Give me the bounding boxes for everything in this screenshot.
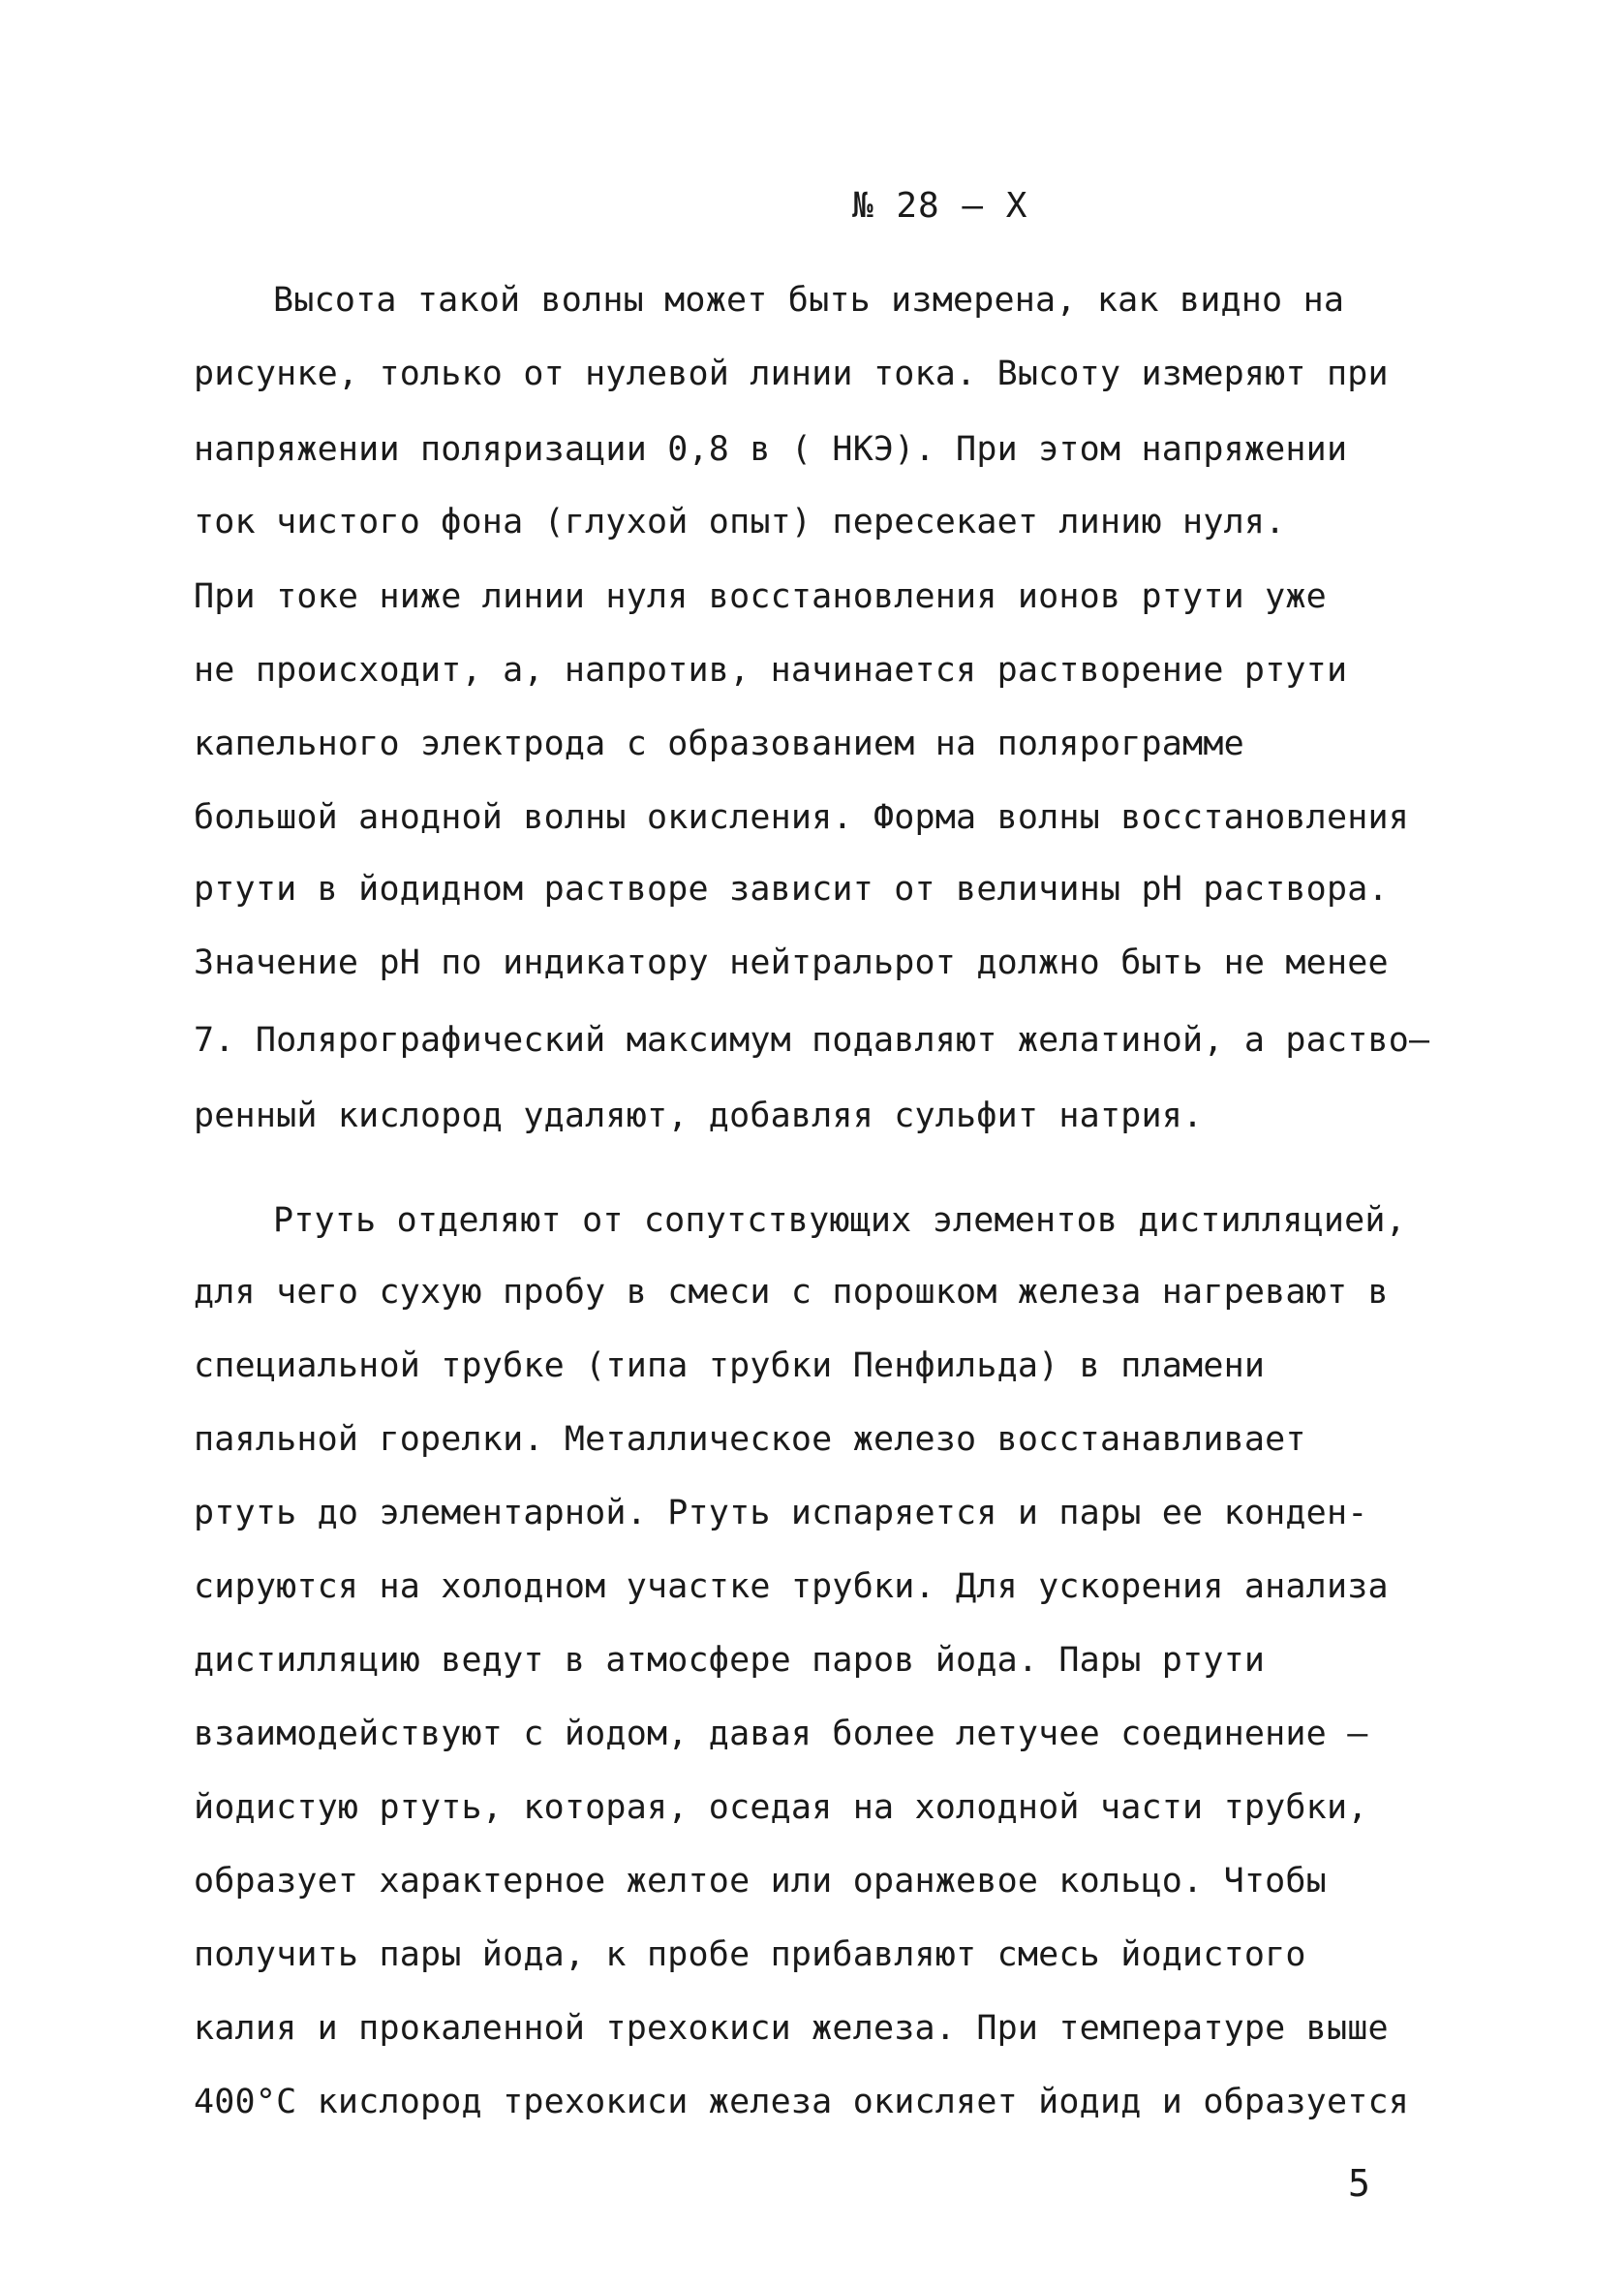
text-line: Значение pH по индикатору нейтральрот должно быть не менее <box>194 943 1389 982</box>
text-line: 400°С кислород трехокиси железа окисляет йодид и образуется <box>194 2083 1410 2121</box>
text-line: образует характерное желтое или оранжевое кольцо. Чтобы <box>194 1862 1327 1901</box>
text-line: паяльной горелки. Металлическое железо восстанавливает <box>194 1420 1306 1459</box>
text-line: специальной трубке (типа трубки Пенфильда) в пламени <box>194 1346 1266 1385</box>
text-line: не происходит, а, напротив, начинается растворение ртути <box>194 651 1348 690</box>
page-number: 5 <box>1348 2162 1370 2205</box>
text-line: Высота такой волны может быть измерена, как видно на <box>273 281 1345 320</box>
text-line: для чего сухую пробу в смеси с порошком железа нагревают в <box>194 1273 1389 1312</box>
text-line: ртути в йодидном растворе зависит от величины pH раствора. <box>194 870 1389 909</box>
text-line: дистилляцию ведут в атмосфере паров йода. Пары ртути <box>194 1641 1266 1680</box>
text-line: взаимодействуют с йодом, давая более летучее соединение – <box>194 1715 1368 1753</box>
text-line: йодистую ртуть, которая, оседая на холодной части трубки, <box>194 1788 1368 1827</box>
text-line: калия и прокаленной трехокиси железа. При температуре выше <box>194 2009 1389 2048</box>
text-line: При токе ниже линии нуля восстановления ионов ртути уже <box>194 577 1327 616</box>
text-line: 7. Полярографический максимум подавляют желатиной, а раство– <box>194 1021 1430 1060</box>
text-line: большой анодной волны окисления. Форма волны восстановления <box>194 798 1410 837</box>
text-line: ток чистого фона (глухой опыт) пересекает линию нуля. <box>194 503 1286 541</box>
text-line: ртуть до элементарной. Ртуть испаряется и пары ее конден- <box>194 1494 1368 1532</box>
text-line: ренный кислород удаляют, добавляя сульфит натрия. <box>194 1097 1204 1135</box>
text-line: получить пары йода, к пробе прибавляют смесь йодистого <box>194 1935 1306 1974</box>
text-line: Ртуть отделяют от сопутствующих элементов дистилляцией, <box>273 1201 1406 1240</box>
text-line: сируются на холодном участке трубки. Для ускорения анализа <box>194 1567 1389 1606</box>
document-number-header: № 28 – X <box>852 186 1028 226</box>
text-line: капельного электрода с образованием на полярограмме <box>194 725 1244 763</box>
text-line: рисунке, только от нулевой линии тока. Высоту измеряют при <box>194 355 1389 393</box>
text-line: напряжении поляризации 0,8 в ( НКЭ). При этом напряжении <box>194 430 1348 469</box>
